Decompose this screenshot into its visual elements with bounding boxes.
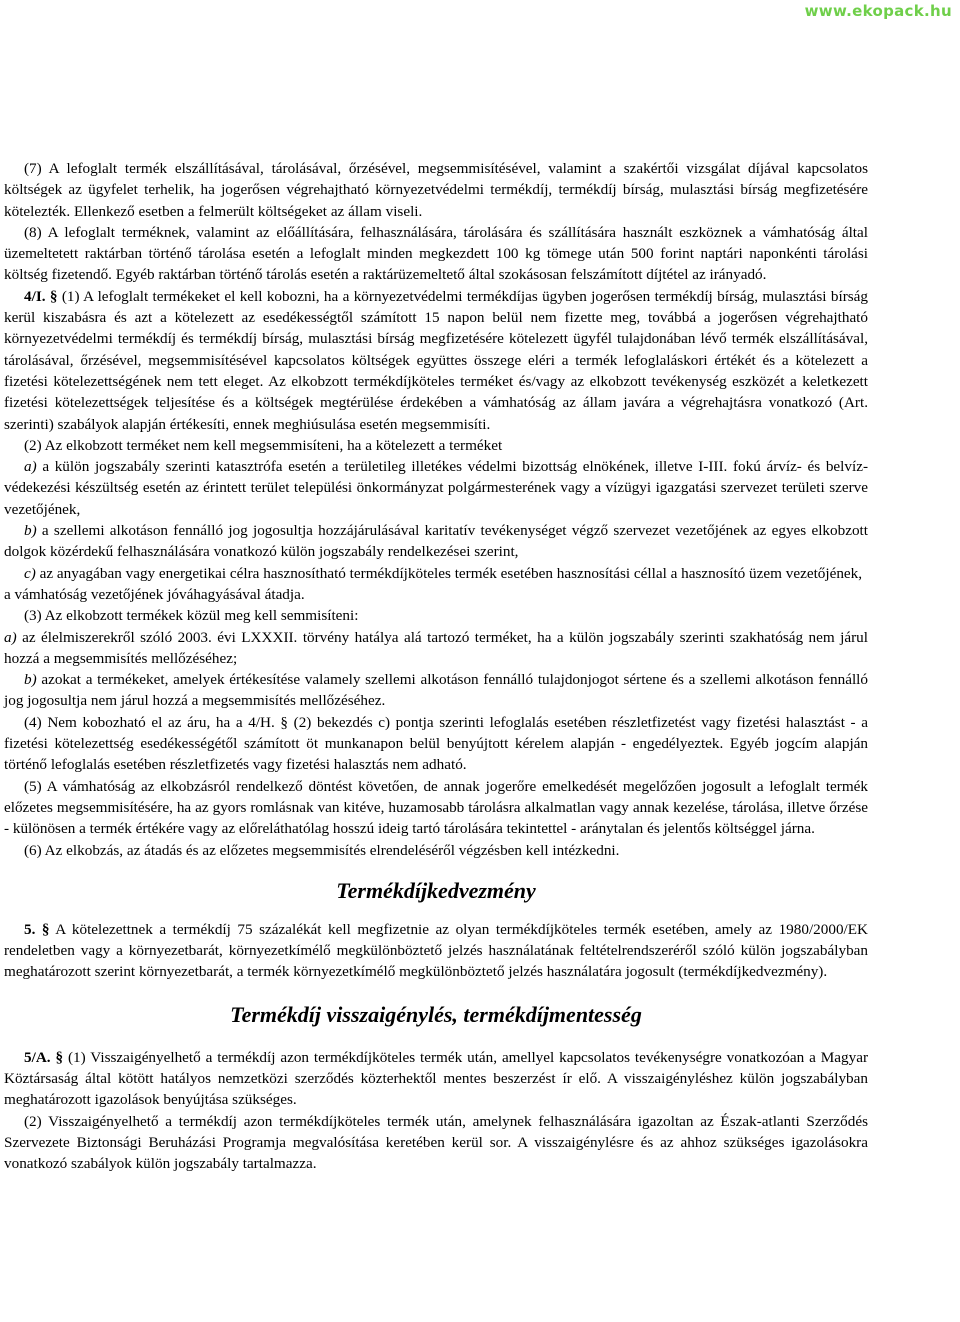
section-4i-3: (3) Az elkobzott termékek közül meg kell semmisíteni:: [24, 607, 359, 625]
section-text: A kötelezettnek a termékdíj 75 százalékát kell megfizetnie az olyan termékdíjköteles termék esetében, amely az 1980/2000/EK rendeletben vagy a környezetbarát, környezetkímélő megkülönböztető jelzés használatának feltételrendszeréről szóló külön jogszabályban meghatározott szerint környezetbarát, a termék környezetkímélő megkülönböztető jelzés használatára jogosult (termékdíjkedvezmény).: [4, 920, 869, 981]
section-5a-1: [4, 1047, 868, 1111]
list-letter: c): [24, 564, 36, 582]
section-4i-2a: [4, 456, 868, 520]
section-4i-6: (6) Az elkobzás, az átadás és az előzetes megsemmisítés elrendeléséről végzésben kell intézkedni.: [24, 841, 620, 859]
list-text: az anyagában vagy energetikai célra hasznosítható termékdíjköteles termék esetében hasznosítási céllal a hasznosító üzem vezetőjének,: [35, 564, 863, 582]
list-text: a külön jogszabály szerinti katasztrófa esetén a területileg illetékes védelmi bizottság elnökének, illetve I-III. fokú árvíz- és belvíz-védekezési készültség esetén az érintett terület települési önkormányzat polgármesterének vagy a vízügyi igazgatási szervezet területi szerve vezetőjének,: [4, 458, 868, 518]
heading-visszaigenyles: Termékdíj visszaigénylés, termékdíjmentesség: [230, 1001, 642, 1027]
section-number: 5. §: [24, 920, 50, 938]
section-4i-1: [4, 286, 868, 435]
document-body: [4, 158, 868, 1174]
paragraph-7: (7) A lefoglalt termék elszállításával, tárolásával, őrzésével, megsemmisítésével, valamint a szakértői vizsgálat díjával kapcsolatos költségek az ügyfelet terhelik, ha jogerősen végrehajtható környezetvédelmi termékdíj, termékdíj bírság, mulasztási bírság megfizetésére kötelezték. Ellenkező esetben a felmerült költségeket az állam viseli.: [4, 160, 868, 220]
section-number: 4/I. §: [24, 287, 58, 305]
list-text: azokat a termékeket, amelyek értékesítése valamely szellemi alkotáson fennálló tulajdonjogot sértene és a szellemi alkotáson fennálló jog jogosultja nem járul hozzá a megsemmisítés mellőzéséhez.: [4, 671, 868, 710]
section-4i-2b: [4, 520, 868, 563]
watermark-logo: www.ekopack.hu: [804, 2, 952, 20]
section-text: (1) A lefoglalt termékeket el kell kobozni, ha a környezetvédelmi termékdíjas ügyben jogerősen termékdíj bírság, mulasztási bírság kerül kiszabásra és azt a kötelezett az esedékességtől számított 15 napon belül nem fizette meg, továbbá a jogerősen végrehajtható környezetvédelmi termékdíj és termékdíj bírság, mulasztási bírság megfizetésére kötelezett ügyfél tulajdonában lévő termék elszállításával, tárolásával, őrzésével, megsemmisítésével kapcsolatos költségek együttes összege eléri a termék lefoglaláskori értékét és a kötelezett a fizetési kötelezettségének nem tett eleget. Az elkobzott termékdíjköteles terméket és/vagy az elkobzott tevékenység eszközét a keletkezett fizetési kötelezettségek teljesítése és a költségek megtérülése érdekében a vámhatóság az állam javára a végrehajtásra vonatkozó (Art. szerinti) szabályok alapján értékesíti, ennek meghiúsulása esetén megsemmisíti.: [4, 287, 868, 433]
paragraph-8: (8) A lefoglalt terméknek, valamint az előállítására, felhasználására, tárolására és szállítására használt eszköznek a vámhatóság által üzemeltetett raktárban történő tárolása esetén a lefoglalt minden megkezdett 100 kg tömege után 500 forint naptári naponkénti tárolási költség fizetendő. Egyéb raktárban történő tárolás esetén a raktárüzemeltető által szokásosan felszámított díjtétel az irányadó.: [4, 223, 868, 284]
section-4i-5: (5) A vámhatóság az elkobzásról rendelkező döntést követően, de annak jogerőre emelkedését megelőzően jogosult a lefoglalt termék előzetes megsemmisítésére, ha az gyors romlásnak van kitéve, huzamosabb tárolásra alkalmatlan vagy annak kezelése, tárolása, illetve őrzése - különösen a termék értékére vagy az előreláthatólag hosszú ideig tartó tárolására tekintettel - aránytalan és jelentős költséggel járna.: [4, 777, 868, 838]
section-number: 5/A. §: [24, 1048, 64, 1066]
list-letter: a): [4, 628, 17, 646]
list-text: az élelmiszerekről szóló 2003. évi LXXXII. törvény hatálya alá tartozó terméket, ha a külön jogszabály szerinti szakhatóság nem járul hozzá a megsemmisítés mellőzéséhez;: [4, 628, 868, 667]
list-letter: a): [24, 458, 37, 476]
list-letter: b): [24, 522, 37, 540]
list-text: a szellemi alkotáson fennálló jog jogosultja hozzájárulásával karitatív tevékenységet végző szervezet vezetőjének az egyes elkobzott dolgok közérdekű felhasználására vonatkozó külön jogszabály rendelkezései szerint,: [4, 522, 868, 561]
section-5: [4, 919, 868, 983]
section-4i-3a: [4, 627, 868, 670]
section-4i-4: (4) Nem kobozható el az áru, ha a 4/H. § (2) bekezdés c) pontja szerinti lefoglalás esetében részletfizetést vagy fizetési halasztást - a fizetési kötelezettség esedékességétől számított öt munkanapon belül benyújtott kérelem alapján - engedélyeztek. Egyéb jogcím alapján történő lefoglalás esetében részletfizetés vagy fizetési halasztás nem adható.: [4, 713, 868, 774]
section-4i-2c: [4, 563, 868, 584]
section-4i-3b: [4, 669, 868, 712]
heading-termekdijkedvezmeny: Termékdíjkedvezmény: [336, 877, 536, 903]
section-4i-2-end: a vámhatóság vezetőjének jóváhagyásával átadja.: [4, 585, 305, 603]
list-letter: b): [24, 671, 37, 689]
section-text: (1) Visszaigényelhető a termékdíj azon termékdíjköteles termék után, amellyel kapcsolatos tevékenységre vonatkozóan a Magyar Köztársaság által kötött hatályos nemzetközi szerződés közterhektől mentes beszerzést ír elő. A visszaigényléshez külön jogszabályban meghatározott igazolások benyújtása szükséges.: [4, 1048, 868, 1109]
section-4i-2: (2) Az elkobzott terméket nem kell megsemmisíteni, ha a kötelezett a terméket: [24, 436, 503, 454]
section-5a-2: (2) Visszaigényelhető a termékdíj azon termékdíjköteles termék után, amelynek felhasználására igazoltan az Észak-atlanti Szerződés Szervezete Biztonsági Beruházási Programja megvalósítása keretében kerül sor. A visszaigénylésre és az ahhoz szükséges igazolásokra vonatkozó szabályok külön jogszabály tartalmazza.: [4, 1112, 868, 1173]
